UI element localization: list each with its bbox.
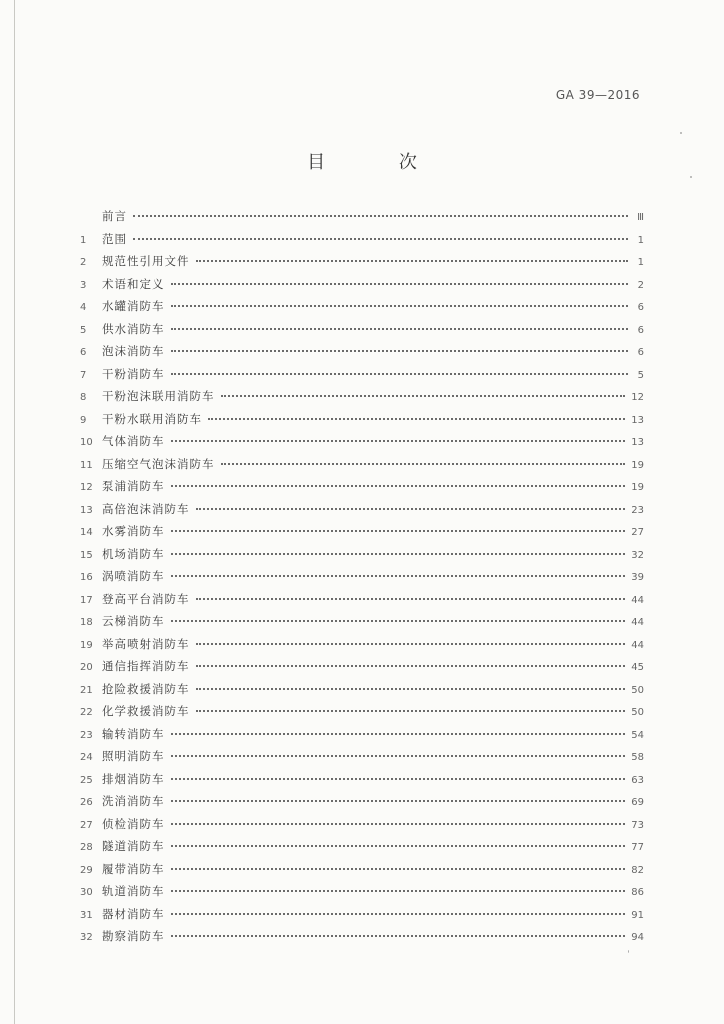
- toc-leader-dots: [171, 935, 626, 937]
- toc-entry-label: 干粉水联用消防车: [102, 411, 202, 426]
- toc-entry-number: 17: [80, 594, 93, 606]
- toc-leader-dots: [196, 508, 626, 510]
- toc-entry-page: 45: [631, 662, 644, 673]
- toc-entry-number: 7: [80, 369, 87, 381]
- toc-leader-dots: [171, 575, 626, 577]
- toc-leader-dots: [221, 463, 626, 465]
- toc-entry: [80, 793, 644, 816]
- toc-entry-page: 12: [631, 392, 644, 403]
- toc-entry-label: 前言: [102, 209, 127, 223]
- toc-entry-page: 91: [631, 909, 644, 921]
- toc-entry-page: 6: [637, 347, 644, 358]
- toc-entry-label: 供水消防车: [102, 321, 165, 336]
- standard-code: GA 39—2016: [555, 88, 640, 102]
- toc-entry-page: 82: [631, 864, 644, 876]
- toc-leader-dots: [196, 643, 626, 645]
- toc-entry-number: 23: [80, 729, 93, 741]
- toc-entry-page: 69: [631, 797, 644, 808]
- toc-entry-page: 39: [631, 572, 644, 583]
- toc-entry-page: 19: [631, 459, 644, 471]
- toc-entry: [80, 276, 644, 299]
- toc-entry: [80, 298, 644, 321]
- toc-entry-page: 58: [631, 752, 644, 763]
- toc-entry-number: 14: [80, 527, 93, 538]
- toc-leader-dots: [171, 350, 629, 352]
- toc-leader-dots: [133, 238, 628, 240]
- toc-entry: [80, 726, 644, 749]
- toc-entry: [80, 411, 644, 434]
- toc-leader-dots: [171, 778, 626, 780]
- toc-entry-page: 50: [631, 684, 644, 696]
- toc-entry-page: 19: [631, 482, 644, 493]
- toc-entry-page: 86: [631, 887, 644, 898]
- toc-entry-label: 干粉泡沫联用消防车: [102, 389, 215, 403]
- toc-leader-dots: [196, 665, 626, 667]
- toc-entry-number: 27: [80, 819, 93, 831]
- toc-entry: [80, 208, 644, 231]
- toc-entry-number: 2: [80, 257, 87, 268]
- toc-entry-number: 30: [80, 887, 93, 898]
- toc-list: [80, 208, 644, 951]
- toc-entry-page: 5: [637, 369, 644, 381]
- toc-entry-label: 器材消防车: [102, 906, 165, 921]
- toc-entry-page: 13: [631, 414, 644, 426]
- toc-leader-dots: [171, 845, 626, 847]
- toc-entry: [80, 253, 644, 276]
- toc-entry: [80, 366, 644, 389]
- toc-entry-label: 范围: [102, 231, 127, 246]
- toc-leader-dots: [196, 688, 626, 690]
- toc-entry-number: 8: [80, 392, 87, 403]
- toc-entry: [80, 636, 644, 659]
- toc-leader-dots: [171, 485, 626, 487]
- toc-entry-label: 洗消消防车: [102, 794, 165, 808]
- toc-entry-page: 1: [637, 234, 644, 246]
- toc-entry-page: 23: [631, 504, 644, 516]
- toc-entry: [80, 703, 644, 726]
- scan-speck: [680, 132, 682, 134]
- toc-entry-page: 32: [631, 549, 644, 561]
- toc-entry-number: 32: [80, 932, 93, 943]
- toc-entry-label: 侦检消防车: [102, 816, 165, 831]
- toc-entry-number: 4: [80, 302, 87, 313]
- toc-entry: [80, 501, 644, 524]
- toc-leader-dots: [171, 620, 626, 622]
- toc-entry-number: 1: [80, 234, 87, 246]
- toc-leader-dots: [133, 215, 628, 217]
- toc-title: 目 次: [307, 152, 451, 173]
- toc-entry: [80, 523, 644, 546]
- toc-entry-label: 涡喷消防车: [102, 569, 165, 583]
- toc-entry-page: 63: [631, 774, 644, 786]
- toc-entry-label: 排烟消防车: [102, 771, 165, 786]
- toc-entry-page: 44: [631, 594, 644, 606]
- toc-entry-label: 举高喷射消防车: [102, 636, 190, 651]
- toc-entry-number: 29: [80, 864, 93, 876]
- toc-entry: [80, 838, 644, 861]
- toc-entry-page: 44: [631, 617, 644, 628]
- toc-entry-label: 压缩空气泡沫消防车: [102, 456, 215, 471]
- toc-entry-number: 10: [80, 437, 93, 448]
- toc-entry-label: 输转消防车: [102, 726, 165, 741]
- toc-entry: [80, 928, 644, 951]
- toc-entry-label: 水雾消防车: [102, 524, 165, 538]
- toc-leader-dots: [196, 710, 626, 712]
- toc-entry-label: 隧道消防车: [102, 839, 165, 853]
- toc-entry: [80, 816, 644, 839]
- toc-entry-label: 高倍泡沫消防车: [102, 501, 190, 516]
- toc-entry-page: 73: [631, 819, 644, 831]
- toc-entry-number: 28: [80, 842, 93, 853]
- toc-entry-page: 6: [637, 324, 644, 336]
- toc-entry-number: 15: [80, 549, 93, 561]
- toc-entry-number: 20: [80, 662, 93, 673]
- toc-entry: [80, 591, 644, 614]
- toc-leader-dots: [171, 733, 626, 735]
- toc-leader-dots: [221, 395, 626, 397]
- toc-entry-page: 13: [631, 437, 644, 448]
- toc-entry-number: 16: [80, 572, 93, 583]
- toc-entry-page: 77: [631, 842, 644, 853]
- toc-entry-number: 12: [80, 482, 93, 493]
- toc-leader-dots: [171, 890, 626, 892]
- toc-entry-label: 泡沫消防车: [102, 344, 165, 358]
- toc-entry: [80, 388, 644, 411]
- toc-leader-dots: [171, 755, 626, 757]
- toc-leader-dots: [171, 283, 629, 285]
- toc-entry-label: 登高平台消防车: [102, 591, 190, 606]
- toc-entry: [80, 456, 644, 479]
- toc-entry-label: 泵浦消防车: [102, 479, 165, 493]
- toc-entry-number: 31: [80, 909, 93, 921]
- toc-entry: [80, 748, 644, 771]
- toc-entry-number: 9: [80, 414, 87, 426]
- toc-entry-page: 44: [631, 639, 644, 651]
- toc-entry: [80, 771, 644, 794]
- toc-entry-label: 水罐消防车: [102, 299, 165, 313]
- toc-entry-label: 机场消防车: [102, 546, 165, 561]
- toc-leader-dots: [171, 373, 629, 375]
- toc-entry: [80, 613, 644, 636]
- toc-entry-page: 54: [631, 729, 644, 741]
- toc-leader-dots: [196, 598, 626, 600]
- toc-leader-dots: [171, 913, 626, 915]
- toc-entry-number: 5: [80, 324, 87, 336]
- toc-leader-dots: [196, 260, 629, 262]
- toc-entry-number: 24: [80, 752, 93, 763]
- toc-entry-page: Ⅲ: [637, 212, 644, 223]
- toc-entry: [80, 546, 644, 569]
- toc-leader-dots: [171, 440, 626, 442]
- toc-leader-dots: [171, 530, 626, 532]
- toc-leader-dots: [171, 553, 626, 555]
- toc-leader-dots: [171, 800, 626, 802]
- scan-speck: [628, 950, 629, 953]
- toc-entry-label: 履带消防车: [102, 861, 165, 876]
- toc-entry: [80, 433, 644, 456]
- toc-entry-label: 照明消防车: [102, 749, 165, 763]
- toc-entry-number: 3: [80, 279, 87, 291]
- toc-leader-dots: [171, 328, 629, 330]
- toc-entry: [80, 658, 644, 681]
- toc-entry: [80, 343, 644, 366]
- toc-leader-dots: [171, 868, 626, 870]
- toc-entry-label: 干粉消防车: [102, 366, 165, 381]
- toc-entry: [80, 478, 644, 501]
- toc-entry-page: 1: [637, 257, 644, 268]
- toc-entry-label: 抢险救援消防车: [102, 681, 190, 696]
- toc-entry: [80, 321, 644, 344]
- toc-entry-page: 6: [637, 302, 644, 313]
- toc-entry-page: 2: [637, 279, 644, 291]
- toc-entry-number: 22: [80, 707, 93, 718]
- toc-entry-number: 11: [80, 459, 93, 471]
- toc-entry-label: 通信指挥消防车: [102, 659, 190, 673]
- toc-leader-dots: [208, 418, 625, 420]
- toc-entry-label: 术语和定义: [102, 276, 165, 291]
- toc-entry-label: 化学救援消防车: [102, 704, 190, 718]
- toc-entry: [80, 231, 644, 254]
- toc-leader-dots: [171, 305, 629, 307]
- toc-entry-number: 25: [80, 774, 93, 786]
- toc-entry-page: 50: [631, 707, 644, 718]
- scan-speck: [690, 176, 692, 178]
- toc-entry-number: 6: [80, 347, 87, 358]
- toc-entry: [80, 861, 644, 884]
- toc-entry-number: 18: [80, 617, 93, 628]
- toc-entry-label: 云梯消防车: [102, 614, 165, 628]
- toc-entry-label: 规范性引用文件: [102, 254, 190, 268]
- toc-entry-number: 13: [80, 504, 93, 516]
- toc-entry: [80, 906, 644, 929]
- toc-entry: [80, 681, 644, 704]
- toc-entry: [80, 568, 644, 591]
- toc-entry-page: 94: [631, 932, 644, 943]
- toc-entry: [80, 883, 644, 906]
- toc-entry-label: 轨道消防车: [102, 884, 165, 898]
- toc-leader-dots: [171, 823, 626, 825]
- toc-entry-number: 21: [80, 684, 93, 696]
- toc-entry-label: 气体消防车: [102, 434, 165, 448]
- toc-entry-page: 27: [631, 527, 644, 538]
- toc-entry-number: 19: [80, 639, 93, 651]
- toc-entry-number: 26: [80, 797, 93, 808]
- toc-entry-label: 勘察消防车: [102, 929, 165, 943]
